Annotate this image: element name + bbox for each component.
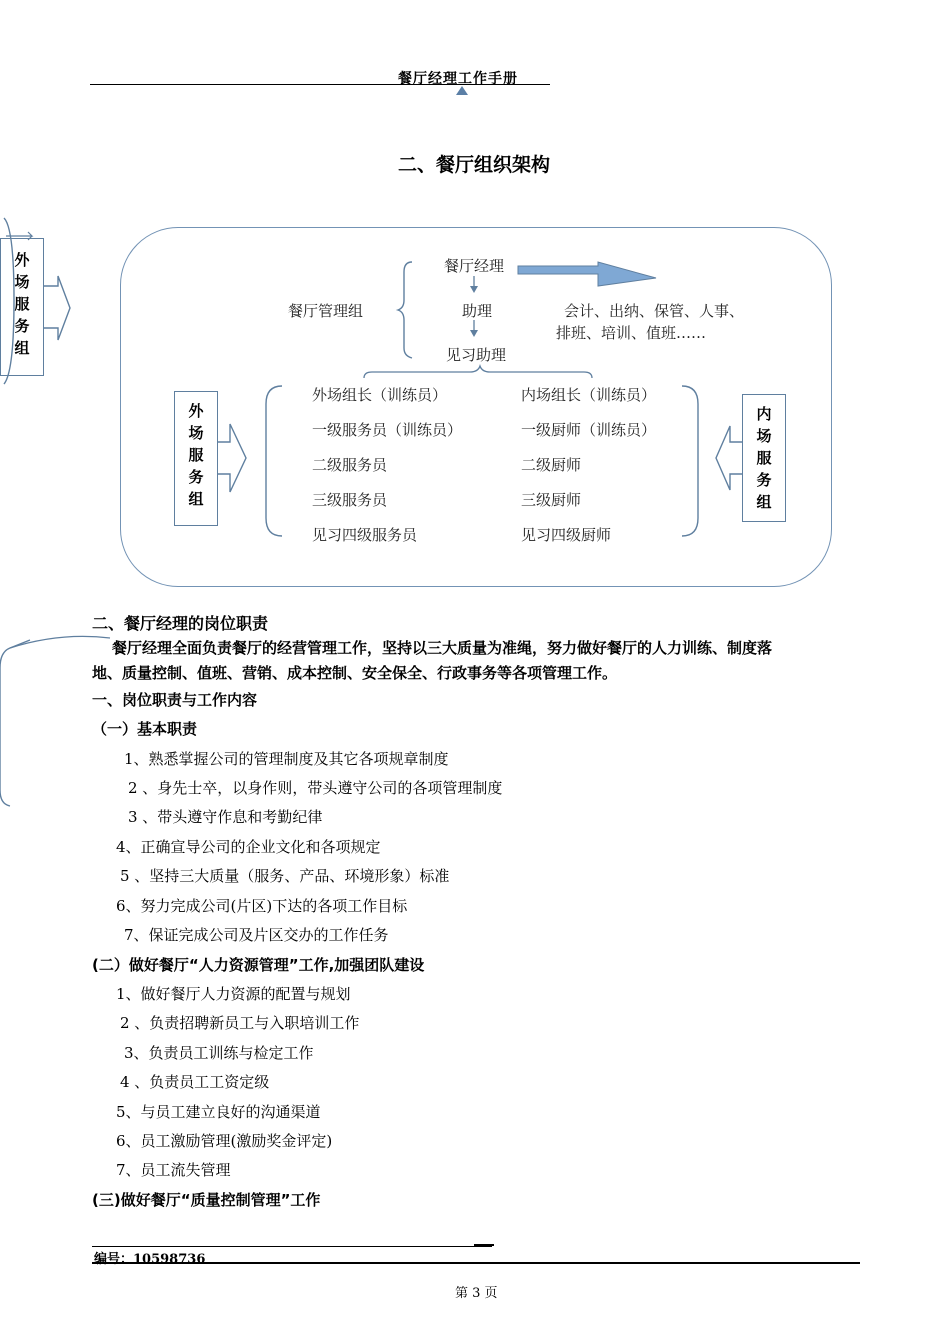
footer-rule	[92, 1262, 860, 1264]
inner-role: 一级厨师（训练员）	[521, 421, 657, 439]
intro-line-1: 餐厅经理全面负责餐厅的经营管理工作，坚持以三大质量为准绳，努力做好餐厅的人力训练、制度落	[112, 639, 773, 657]
outer-roles-bracket	[266, 386, 282, 536]
roles-brace	[364, 366, 592, 378]
badge-char: 组	[14, 339, 30, 357]
badge-char: 外	[14, 251, 30, 269]
org-duties-line1: 会计、出纳、保管、人事、	[564, 302, 745, 320]
inner-role: 二级厨师	[521, 456, 582, 474]
section-title: 二、餐厅组织架构	[398, 154, 551, 176]
group-char: 组	[188, 490, 204, 508]
outer-role: 见习四级服务员	[312, 526, 418, 544]
badge-char: 服	[14, 295, 30, 313]
group-char: 服	[188, 446, 204, 464]
arrow-down-icon	[470, 286, 478, 293]
footer-document-code: 编号：10598736	[94, 1252, 206, 1267]
intro-line-2: 地、质量控制、值班、营销、成本控制、安全保全、行政事务等各项管理工作。	[92, 664, 618, 682]
subheading-1: 一、岗位职责与工作内容	[92, 691, 258, 709]
outer-group-arrow-icon	[218, 424, 246, 492]
subheading-1-3: (三)做好餐厅“质量控制管理”工作	[92, 1191, 321, 1209]
org-assistant: 助理	[462, 302, 493, 320]
hr-duty-item: 7、员工流失管理	[116, 1161, 231, 1179]
duties-heading: 二、餐厅经理的岗位职责	[92, 614, 269, 633]
edge-bracket-top	[4, 218, 14, 384]
inner-group-arrow-icon	[716, 426, 742, 490]
footer-page-number: 第 3 页	[455, 1286, 498, 1301]
group-char: 务	[188, 468, 204, 486]
hr-duty-item: 2 、负责招聘新员工与入职培训工作	[120, 1014, 360, 1032]
outer-role: 二级服务员	[312, 456, 388, 474]
group-char: 外	[188, 402, 204, 420]
inner-roles-bracket	[682, 386, 698, 536]
group-char: 内	[756, 405, 772, 423]
inner-role: 见习四级厨师	[521, 526, 612, 544]
inner-role: 内场组长（训练员）	[521, 386, 657, 404]
basic-duty-item: 5 、坚持三大质量（服务、产品、环境形象）标准	[120, 867, 450, 885]
org-duties-line2: 排班、培训、值班……	[556, 324, 707, 342]
group-char: 服	[756, 449, 772, 467]
group-char: 场	[756, 427, 772, 445]
duties-pointer-arrow-icon	[518, 262, 656, 286]
basic-duty-item: 1、熟悉掌握公司的管理制度及其它各项规章制度	[124, 750, 449, 768]
basic-duty-item: 7、保证完成公司及片区交办的工作任务	[124, 926, 389, 944]
basic-duty-item: 3 、带头遵守作息和考勤纪律	[128, 808, 323, 826]
badge-char: 务	[14, 317, 30, 335]
outer-role: 一级服务员（训练员）	[312, 421, 463, 439]
footer-thin-rule	[92, 1246, 492, 1247]
hr-duty-item: 1、做好餐厅人力资源的配置与规划	[116, 985, 351, 1003]
hr-duty-item: 4 、负责员工工资定级	[120, 1073, 270, 1091]
outer-role: 外场组长（训练员）	[312, 386, 448, 404]
org-trainee-assistant: 见习助理	[446, 346, 507, 364]
hr-duty-item: 5、与员工建立良好的沟通渠道	[116, 1103, 321, 1121]
header-title: 餐厅经理工作手册	[398, 71, 518, 87]
footer-short-rule	[474, 1244, 494, 1246]
subheading-1-1: （一）基本职责	[92, 720, 198, 738]
org-management-group: 餐厅管理组	[288, 302, 364, 320]
subheading-1-2: (二）做好餐厅“人力资源管理”工作,加强团队建设	[92, 956, 425, 974]
badge-char: 场	[14, 273, 30, 291]
basic-duty-item: 2 、身先士卒，以身作则，带头遵守公司的各项管理制度	[128, 779, 503, 797]
group-char: 场	[188, 424, 204, 442]
hr-duty-item: 6、员工激励管理(激励奖金评定)	[116, 1132, 333, 1150]
outer-role: 三级服务员	[312, 491, 388, 509]
inner-role: 三级厨师	[521, 491, 582, 509]
group-char: 组	[756, 493, 772, 511]
basic-duty-item: 6、努力完成公司(片区)下达的各项工作目标	[116, 897, 408, 915]
basic-duty-item: 4、正确宣导公司的企业文化和各项规定	[116, 838, 381, 856]
hr-duty-item: 3、负责员工训练与检定工作	[124, 1044, 314, 1062]
left-badge-arrow-icon	[44, 276, 70, 340]
management-brace	[398, 262, 412, 358]
edge-bracket-bottom	[0, 640, 30, 806]
org-manager: 餐厅经理	[444, 257, 505, 275]
group-char: 务	[756, 471, 772, 489]
arrow-down-icon	[470, 330, 478, 337]
